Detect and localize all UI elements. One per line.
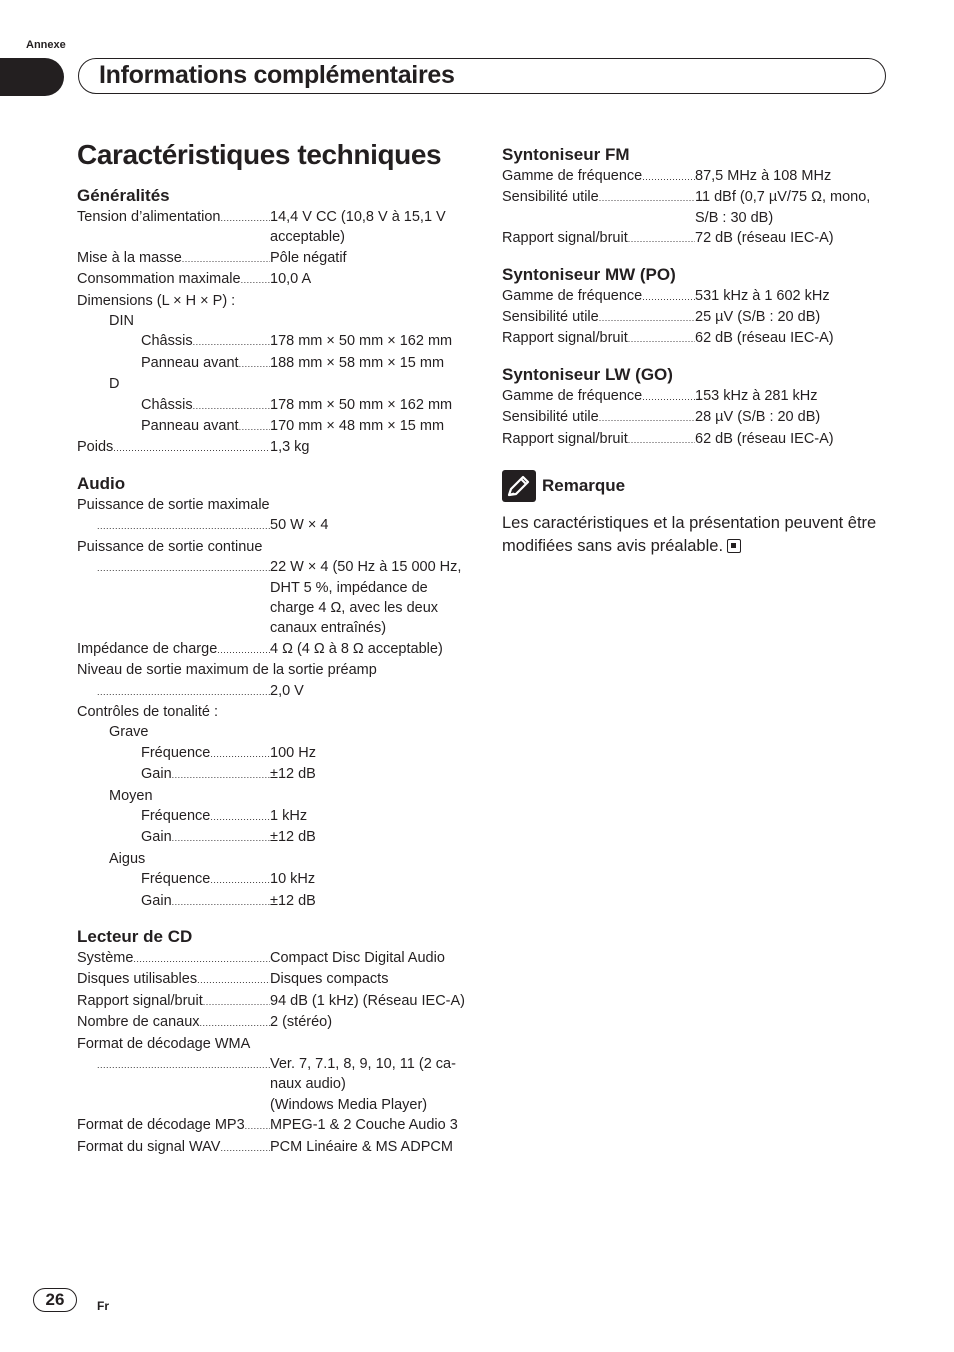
section-label: Annexe (26, 39, 66, 51)
note-header (502, 470, 892, 502)
spec-label: Consommation maximale (77, 271, 241, 288)
spec-row (502, 429, 892, 450)
spec-row (77, 248, 467, 269)
spec-label: Système (77, 950, 134, 966)
spec-value: 153 kHz à 281 kHz (695, 387, 818, 404)
right-column (502, 144, 892, 558)
spec-row (77, 827, 467, 848)
spec-value: ±12 dB (270, 892, 316, 909)
note-pencil-icon (502, 470, 536, 502)
spec-value: 62 dB (réseau IEC-A) (695, 430, 834, 447)
spec-label: Fréquence (141, 744, 211, 761)
spec-row (77, 557, 467, 639)
spec-value: 170 mm × 48 mm × 15 mm (270, 418, 445, 435)
spec-sublabel: Aigus (109, 850, 146, 867)
lw-heading: Syntoniseur LW (GO) (502, 364, 673, 384)
spec-row (502, 307, 892, 328)
spec-value: 14,4 V CC (10,8 V à 15,1 V acceptable) (270, 209, 446, 246)
spec-label: Puissance de sortie maximale (77, 496, 270, 513)
spec-label: Contrôles de tonalité : (77, 703, 219, 720)
spec-row (77, 1137, 467, 1158)
spec-label: Gain (141, 892, 172, 909)
spec-value: 1,3 kg (270, 439, 310, 456)
spec-value: 94 dB (1 kHz) (Réseau IEC-A) (270, 992, 466, 1009)
spec-row (502, 386, 892, 407)
spec-value: (Windows Media Player) (270, 1096, 428, 1113)
spec-row (77, 269, 467, 290)
spec-value: 178 mm × 50 mm × 162 mm (270, 396, 453, 413)
spec-label: Sensibilité utile (502, 189, 599, 206)
spec-value: 1 kHz (270, 807, 308, 824)
page-title: Caractéristiques techniques (77, 139, 442, 170)
spec-row (77, 969, 467, 990)
spec-sublabel: D (109, 376, 120, 393)
spec-label: Panneau avant (141, 354, 239, 371)
spec-value: 87,5 MHz à 108 MHz (695, 168, 832, 184)
spec-value: PCM Linéaire & MS ADPCM (270, 1138, 453, 1155)
spec-value: 72 dB (réseau IEC-A) (695, 230, 834, 247)
note-body: Les caractéristiques et la présentation peuvent être modifiées sans avis préalable. (502, 514, 877, 556)
spec-value: 10,0 A (270, 271, 312, 288)
language-code: Fr (97, 1299, 109, 1313)
chapter-title: Informations complémentaires (99, 61, 455, 89)
spec-row (502, 187, 892, 228)
spec-label: Gain (141, 829, 172, 846)
spec-value: Compact Disc Digital Audio (270, 950, 445, 966)
spec-row (502, 166, 892, 187)
spec-row (77, 743, 467, 764)
spec-label: Gamme de fréquence (502, 168, 643, 184)
spec-row (77, 207, 467, 248)
spec-row (77, 991, 467, 1012)
spec-row (502, 407, 892, 428)
page-number: 26 (33, 1288, 77, 1312)
spec-row (77, 395, 467, 416)
mw-heading: Syntoniseur MW (PO) (502, 264, 676, 284)
spec-label: Puissance de sortie continue (77, 538, 263, 555)
spec-label: Rapport signal/bruit (77, 992, 203, 1009)
spec-value: 22 W × 4 (50 Hz à 15 000 Hz, DHT 5 %, impédance de charge 4 Ω, avec les deux canaux entraînés) (270, 559, 462, 637)
spec-row (77, 437, 467, 458)
spec-row (77, 416, 467, 437)
note-label: Remarque (542, 476, 626, 496)
spec-label: Dimensions (L × H × P) : (77, 292, 236, 309)
spec-label: Gamme de fréquence (502, 287, 643, 304)
spec-value: 10 kHz (270, 871, 316, 888)
spec-label: Niveau de sortie maximum de la sortie préamp (77, 662, 377, 679)
spec-value: 178 mm × 50 mm × 162 mm (270, 333, 453, 350)
spec-label: Gamme de fréquence (502, 387, 643, 404)
spec-value: 4 Ω (4 Ω à 8 Ω acceptable) (270, 640, 443, 657)
spec-value: 28 µV (S/B : 20 dB) (695, 409, 821, 426)
spec-value: 531 kHz à 1 602 kHz (695, 287, 830, 304)
note-text (502, 512, 882, 558)
spec-label: Fréquence (141, 871, 211, 888)
spec-row (77, 353, 467, 374)
spec-label: Rapport signal/bruit (502, 430, 628, 447)
spec-label: Châssis (141, 396, 193, 413)
spec-row (77, 891, 467, 912)
spec-label: Format du signal WAV (77, 1138, 221, 1155)
spec-row (77, 1012, 467, 1033)
spec-value: ±12 dB (270, 829, 316, 846)
spec-value: 62 dB (réseau IEC-A) (695, 330, 834, 347)
spec-value: MPEG-1 & 2 Couche Audio 3 (270, 1117, 458, 1134)
spec-value: Disques compacts (270, 971, 389, 988)
spec-row (77, 515, 467, 536)
spec-label: Sensibilité utile (502, 409, 599, 426)
spec-label: Sensibilité utile (502, 309, 599, 326)
spec-value: 188 mm × 58 mm × 15 mm (270, 354, 445, 371)
spec-value: Pôle négatif (270, 249, 347, 266)
spec-value: 11 dBf (0,7 µV/75 Ω, mono, S/B : 30 dB) (695, 189, 871, 226)
spec-label: Format de décodage WMA (77, 1035, 251, 1052)
spec-label: Disques utilisables (77, 971, 198, 988)
spec-value: 2,0 V (270, 682, 304, 699)
left-column (77, 185, 467, 1158)
spec-row (77, 681, 467, 702)
spec-label: Fréquence (141, 807, 211, 824)
spec-label: Rapport signal/bruit (502, 230, 628, 247)
spec-value: 100 Hz (270, 744, 316, 761)
spec-row (77, 869, 467, 890)
spec-value: ±12 dB (270, 766, 316, 783)
spec-value: 2 (stéréo) (270, 1014, 333, 1031)
spec-row (77, 1054, 467, 1115)
spec-value: Ver. 7, 7.1, 8, 9, 10, 11 (2 ca-naux audio) (270, 1056, 456, 1093)
spec-label: Nombre de canaux (77, 1014, 200, 1031)
chapter-tab (0, 58, 64, 96)
chapter-title-bar (78, 58, 886, 94)
spec-row (502, 286, 892, 307)
spec-label: Tension d’alimentation (77, 209, 221, 225)
spec-label: Gain (141, 766, 172, 783)
spec-sublabel: Moyen (109, 787, 153, 804)
spec-label: Rapport signal/bruit (502, 330, 628, 347)
spec-label: Impédance de charge (77, 640, 218, 657)
spec-label: Châssis (141, 333, 193, 350)
spec-value: 25 µV (S/B : 20 dB) (695, 309, 821, 326)
spec-row (77, 1115, 467, 1136)
spec-label: Poids (77, 439, 114, 456)
generalites-heading: Généralités (77, 186, 170, 205)
end-mark-icon (727, 539, 741, 553)
spec-label: Panneau avant (141, 418, 239, 435)
spec-row (502, 228, 892, 249)
spec-value: 50 W × 4 (270, 517, 329, 534)
audio-heading: Audio (77, 473, 126, 493)
spec-sublabel: DIN (109, 313, 134, 330)
cd-heading: Lecteur de CD (77, 927, 193, 946)
spec-row (502, 328, 892, 349)
spec-row (77, 639, 467, 660)
spec-sublabel: Grave (109, 724, 149, 741)
spec-row (77, 764, 467, 785)
spec-row (77, 331, 467, 352)
spec-label: Format de décodage MP3 (77, 1117, 245, 1134)
spec-row (77, 806, 467, 827)
fm-heading: Syntoniseur FM (502, 145, 630, 164)
spec-row (77, 948, 467, 969)
spec-label: Mise à la masse (77, 249, 182, 266)
